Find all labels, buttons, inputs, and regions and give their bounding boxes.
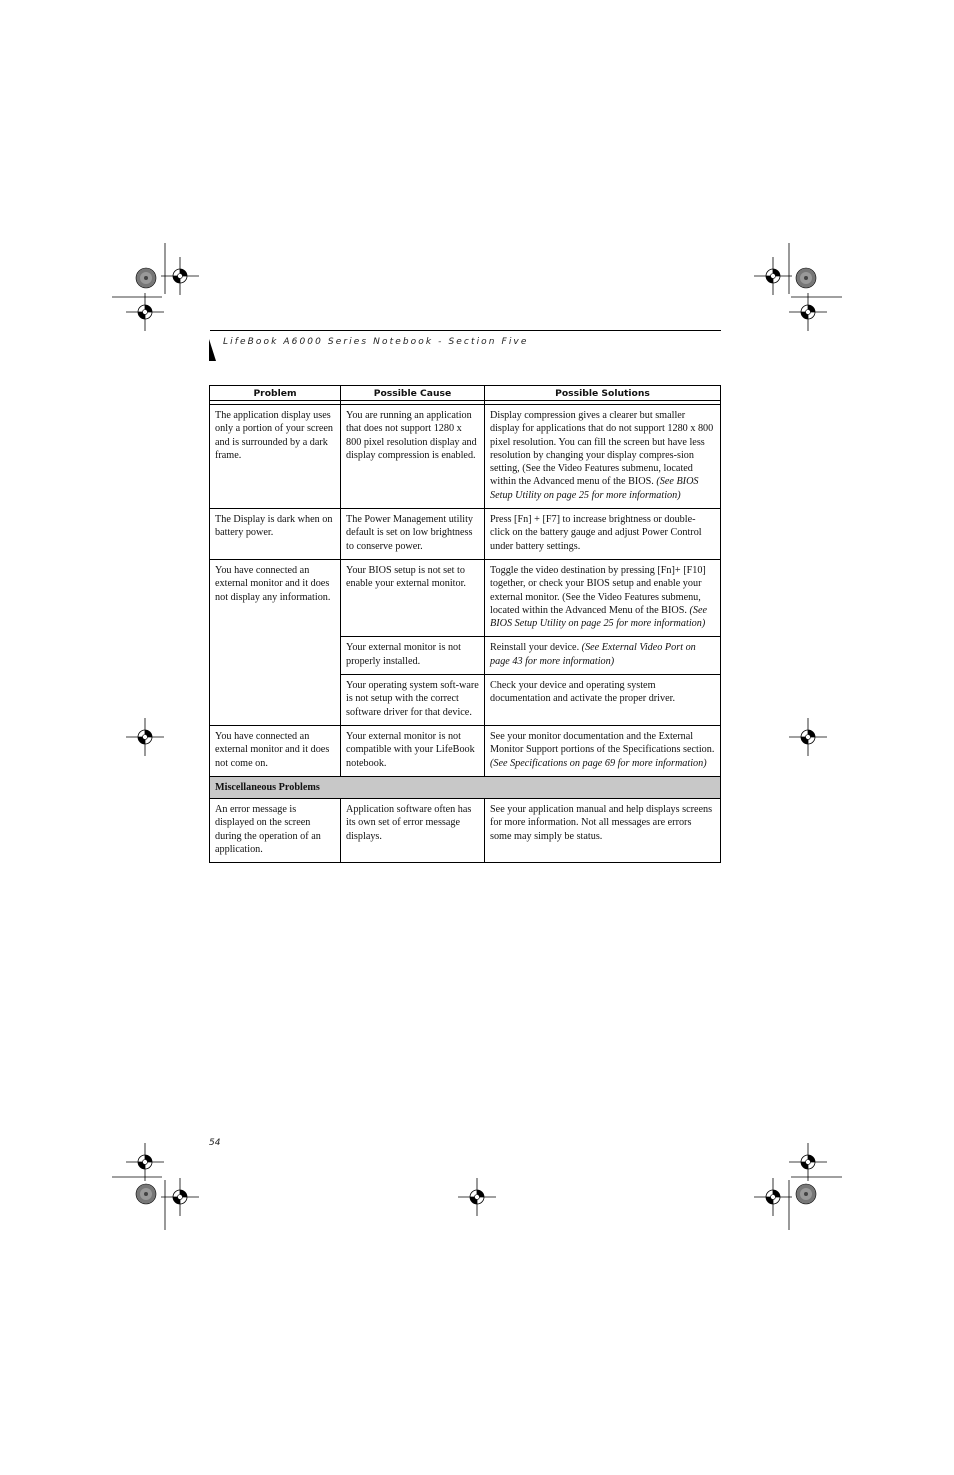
solution-text: Check your device and operating system documentation and activate the proper driver.	[490, 680, 676, 705]
problem-cell: The Display is dark when on battery power.	[210, 509, 341, 560]
header-tab-marker	[209, 339, 216, 361]
column-header-possible-cause: Possible Cause	[341, 386, 485, 401]
problem-cell: The application display uses only a portion of your screen and is surrounded by a dark frame.	[210, 405, 341, 509]
solution-cell	[485, 637, 721, 675]
solution-cell	[485, 725, 721, 776]
table-header-row	[210, 386, 721, 401]
header-rule	[210, 330, 721, 331]
problem-cell: An error message is displayed on the screen during the operation of an application.	[210, 799, 341, 863]
cause-cell: The Power Management utility default is set on low brightness to conserve power.	[341, 509, 485, 560]
problem-cell: You have connected an external monitor and it does not come on.	[210, 725, 341, 776]
cause-cell: Application software often has its own set of error message displays.	[341, 799, 485, 863]
table-row	[210, 559, 721, 636]
column-header-problem: Problem	[210, 386, 341, 401]
section-heading-miscellaneous: Miscellaneous Problems	[210, 776, 721, 798]
column-header-possible-solutions: Possible Solutions	[485, 386, 721, 401]
cause-cell: Your BIOS setup is not set to enable your external monitor.	[341, 559, 485, 636]
solution-cell	[485, 559, 721, 636]
solution-reference: (See Specifications on page 69 for more information)	[490, 757, 707, 769]
solution-cell: See your application manual and help displays screens for more information. Not all messages are errors some may simply be status.	[485, 799, 721, 863]
solution-reference: (See BIOS Setup Utility on page 25 for more information)	[490, 604, 707, 630]
page-number: 54	[209, 1138, 221, 1148]
troubleshooting-table	[209, 385, 721, 863]
table-row	[210, 405, 721, 509]
solution-text: Press [Fn] + [F7] to increase brightness or double-click on the battery gauge and adjust Power Control under battery settings.	[490, 514, 702, 552]
solution-cell	[485, 509, 721, 560]
solution-text: Display compression gives a clearer but smaller display for applications that do not support 1280 x 800 pixel resolution. You can fill the screen but have less resolution by changing your display compres-sion setting, (See the Video Features submenu, located within the Advanced menu of the BIOS.	[490, 410, 714, 488]
solution-reference: (See BIOS Setup Utility on page 25 for more information)	[490, 476, 699, 501]
cause-cell: Your external monitor is not compatible with your LifeBook notebook.	[341, 725, 485, 776]
solution-reference: (See External Video Port on page 43 for more information)	[490, 642, 696, 667]
table-row	[210, 725, 721, 776]
cause-cell: You are running an application that does not support 1280 x 800 pixel resolution display and display compression is enabled.	[341, 405, 485, 509]
solution-text: Reinstall your device.	[490, 642, 582, 654]
problem-cell: You have connected an external monitor and it does not display any information.	[210, 559, 341, 725]
table-row	[210, 509, 721, 560]
solution-text: Toggle the video destination by pressing [Fn]+ [F10] together, or check your BIOS setup and enable your external monitor. (See the Video Features submenu, located within the Advanced Menu of the BIOS.	[490, 564, 706, 616]
solution-cell	[485, 405, 721, 509]
cause-cell: Your operating system soft-ware is not setup with the correct software driver for that device.	[341, 675, 485, 726]
cause-cell: Your external monitor is not properly installed.	[341, 637, 485, 675]
running-header-title: LifeBook A6000 Series Notebook - Section Five	[223, 337, 529, 347]
running-header	[223, 337, 529, 347]
solution-cell	[485, 675, 721, 726]
section-heading-row	[210, 776, 721, 798]
table-row	[210, 799, 721, 863]
solution-text: See your monitor documentation and the External Monitor Support portions of the Specifications section.	[490, 730, 715, 756]
